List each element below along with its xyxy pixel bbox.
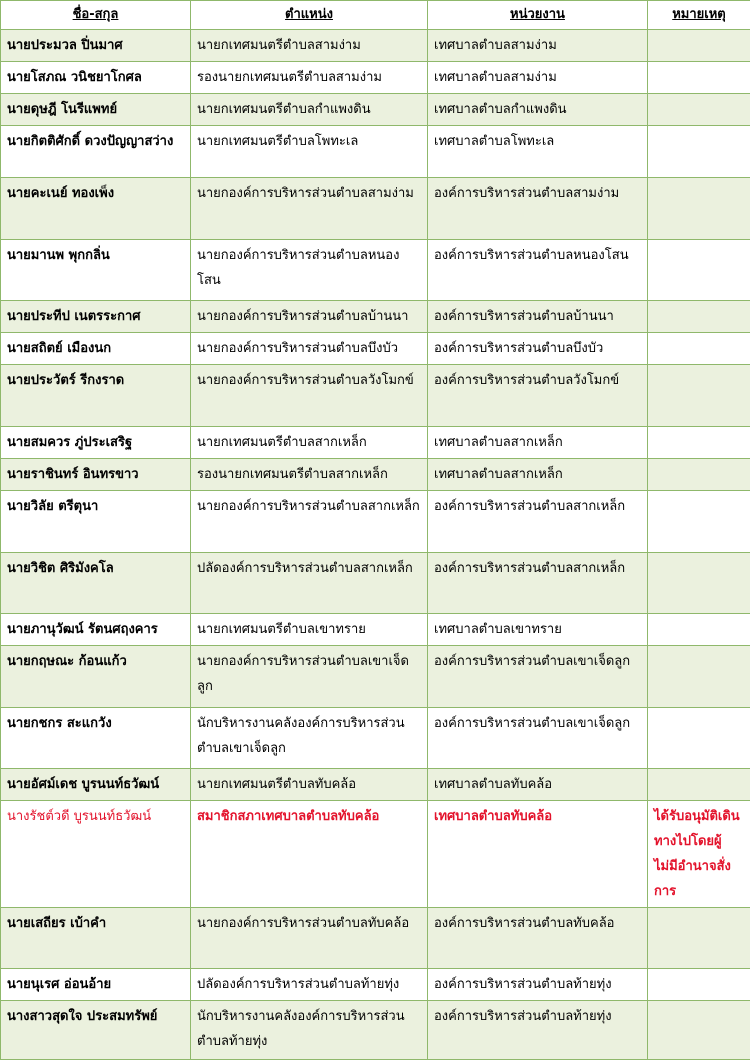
cell-remark (648, 240, 750, 301)
cell-name: นายมานพ พุกกลิ่น (1, 240, 191, 301)
cell-position: นักบริหารงานคลังองค์การบริหารส่วนตำบลเขาเจ็ดลูก (191, 708, 428, 769)
cell-name: นางสาวสุดใจ ประสมทรัพย์ (1, 1001, 191, 1060)
cell-name: นายเสถียร เบ้าคำ (1, 908, 191, 969)
cell-agency: องค์การบริหารส่วนตำบลบึงบัว (428, 333, 648, 365)
cell-agency: เทศบาลตำบลเขาทราย (428, 614, 648, 646)
cell-agency: องค์การบริหารส่วนตำบลสามง่าม (428, 178, 648, 240)
table-body (1, 30, 750, 1060)
cell-position: นายกเทศมนตรีตำบลเขาทราย (191, 614, 428, 646)
table-row (1, 94, 750, 126)
cell-remark (648, 491, 750, 553)
cell-position: นายกองค์การบริหารส่วนตำบลบึงบัว (191, 333, 428, 365)
table-row (1, 708, 750, 769)
cell-position: นักบริหารงานคลังองค์การบริหารส่วนตำบลท้ายทุ่ง (191, 1001, 428, 1060)
table-row (1, 646, 750, 708)
cell-remark (648, 427, 750, 459)
cell-position: รองนายกเทศมนตรีตำบลสามง่าม (191, 62, 428, 94)
cell-position: นายกองค์การบริหารส่วนตำบลสามง่าม (191, 178, 428, 240)
table-row (1, 553, 750, 614)
header-agency: หน่วยงาน (428, 1, 648, 30)
header-remark: หมายเหตุ (648, 1, 750, 30)
cell-position: ปลัดองค์การบริหารส่วนตำบลท้ายทุ่ง (191, 969, 428, 1001)
cell-position: สมาชิกสภาเทศบาลตำบลทับคล้อ (191, 801, 428, 908)
cell-agency: องค์การบริหารส่วนตำบลสากเหล็ก (428, 491, 648, 553)
cell-agency: องค์การบริหารส่วนตำบลเขาเจ็ดลูก (428, 708, 648, 769)
table-row (1, 62, 750, 94)
cell-remark: ได้รับอนุมัติเดินทางไปโดยผู้ไม่มีอำนาจสั่งการ (648, 801, 750, 908)
cell-position: นายกองค์การบริหารส่วนตำบลสากเหล็ก (191, 491, 428, 553)
cell-name: นายวิลัย ตรีตุนา (1, 491, 191, 553)
cell-name: นายดุษฎี โนรีแพทย์ (1, 94, 191, 126)
cell-agency: องค์การบริหารส่วนตำบลเขาเจ็ดลูก (428, 646, 648, 708)
cell-position: รองนายกเทศมนตรีตำบลสากเหล็ก (191, 459, 428, 491)
table-row (1, 969, 750, 1001)
table-row (1, 365, 750, 427)
header-position: ตำแหน่ง (191, 1, 428, 30)
cell-agency: เทศบาลตำบลสามง่าม (428, 62, 648, 94)
table-row (1, 769, 750, 801)
header-row (1, 1, 750, 30)
cell-remark (648, 62, 750, 94)
cell-position: ปลัดองค์การบริหารส่วนตำบลสากเหล็ก (191, 553, 428, 614)
cell-remark (648, 178, 750, 240)
table-row (1, 614, 750, 646)
table-row (1, 1001, 750, 1060)
cell-name: นายราชินทร์ อินทรขาว (1, 459, 191, 491)
cell-position: นายกเทศมนตรีตำบลสากเหล็ก (191, 427, 428, 459)
cell-agency: เทศบาลตำบลทับคล้อ (428, 801, 648, 908)
table-row (1, 908, 750, 969)
cell-remark (648, 908, 750, 969)
table-row (1, 301, 750, 333)
cell-position: นายกองค์การบริหารส่วนตำบลทับคล้อ (191, 908, 428, 969)
cell-name: นายอัศม์เดช บูรนนท์ธวัฒน์ (1, 769, 191, 801)
table-row (1, 240, 750, 301)
table-row (1, 30, 750, 62)
cell-name: นายประวัตร์ รีกงราด (1, 365, 191, 427)
cell-remark (648, 301, 750, 333)
table-row (1, 126, 750, 178)
cell-agency: องค์การบริหารส่วนตำบลหนองโสน (428, 240, 648, 301)
table-row (1, 491, 750, 553)
cell-name: นายโสภณ วนิชยาโกศล (1, 62, 191, 94)
cell-name: นายคะเนย์ ทองเพ็ง (1, 178, 191, 240)
cell-remark (648, 969, 750, 1001)
cell-remark (648, 365, 750, 427)
cell-remark (648, 126, 750, 178)
cell-agency: เทศบาลตำบลทับคล้อ (428, 769, 648, 801)
cell-position: นายกเทศมนตรีตำบลสามง่าม (191, 30, 428, 62)
cell-position: นายกเทศมนตรีตำบลทับคล้อ (191, 769, 428, 801)
cell-name: นายนุเรศ อ่อนอ้าย (1, 969, 191, 1001)
cell-remark (648, 614, 750, 646)
table-row (1, 459, 750, 491)
cell-agency: องค์การบริหารส่วนตำบลท้ายทุ่ง (428, 1001, 648, 1060)
cell-name: นายประทีป เนตรระกาศ (1, 301, 191, 333)
cell-remark (648, 708, 750, 769)
table-row (1, 801, 750, 908)
cell-remark (648, 646, 750, 708)
cell-name: นางรัชต์วดี บูรนนท์ธวัฒน์ (1, 801, 191, 908)
cell-remark (648, 30, 750, 62)
cell-name: นายสถิตย์ เมืองนก (1, 333, 191, 365)
cell-name: นายสมควร ภู่ประเสริฐ (1, 427, 191, 459)
cell-agency: องค์การบริหารส่วนตำบลวังโมกข์ (428, 365, 648, 427)
cell-remark (648, 553, 750, 614)
cell-agency: เทศบาลตำบลสากเหล็ก (428, 427, 648, 459)
cell-position: นายกองค์การบริหารส่วนตำบลวังโมกข์ (191, 365, 428, 427)
cell-name: นายกิตติศักดิ์ ดวงปัญญาสว่าง (1, 126, 191, 178)
cell-agency: เทศบาลตำบลสากเหล็ก (428, 459, 648, 491)
table-row (1, 178, 750, 240)
cell-position: นายกองค์การบริหารส่วนตำบลบ้านนา (191, 301, 428, 333)
cell-agency: องค์การบริหารส่วนตำบลบ้านนา (428, 301, 648, 333)
table-row (1, 427, 750, 459)
cell-name: นายกชกร สะแกวัง (1, 708, 191, 769)
cell-remark (648, 94, 750, 126)
cell-position: นายกเทศมนตรีตำบลกำแพงดิน (191, 94, 428, 126)
cell-name: นายประมวล ปิ่นมาศ (1, 30, 191, 62)
cell-agency: องค์การบริหารส่วนตำบลสากเหล็ก (428, 553, 648, 614)
cell-remark (648, 1001, 750, 1060)
cell-remark (648, 459, 750, 491)
cell-position: นายกองค์การบริหารส่วนตำบลเขาเจ็ดลูก (191, 646, 428, 708)
cell-agency: องค์การบริหารส่วนตำบลทับคล้อ (428, 908, 648, 969)
cell-agency: เทศบาลตำบลโพทะเล (428, 126, 648, 178)
cell-agency: องค์การบริหารส่วนตำบลท้ายทุ่ง (428, 969, 648, 1001)
cell-name: นายวิชิต ศิริมังคโล (1, 553, 191, 614)
cell-agency: เทศบาลตำบลสามง่าม (428, 30, 648, 62)
cell-name: นายกฤษณะ ก้อนแก้ว (1, 646, 191, 708)
cell-remark (648, 333, 750, 365)
cell-position: นายกเทศมนตรีตำบลโพทะเล (191, 126, 428, 178)
header-name: ชื่อ-สกุล (1, 1, 191, 30)
cell-name: นายภานุวัฒน์ รัตนศฤงคาร (1, 614, 191, 646)
cell-agency: เทศบาลตำบลกำแพงดิน (428, 94, 648, 126)
cell-remark (648, 769, 750, 801)
table-row (1, 333, 750, 365)
cell-position: นายกองค์การบริหารส่วนตำบลหนองโสน (191, 240, 428, 301)
